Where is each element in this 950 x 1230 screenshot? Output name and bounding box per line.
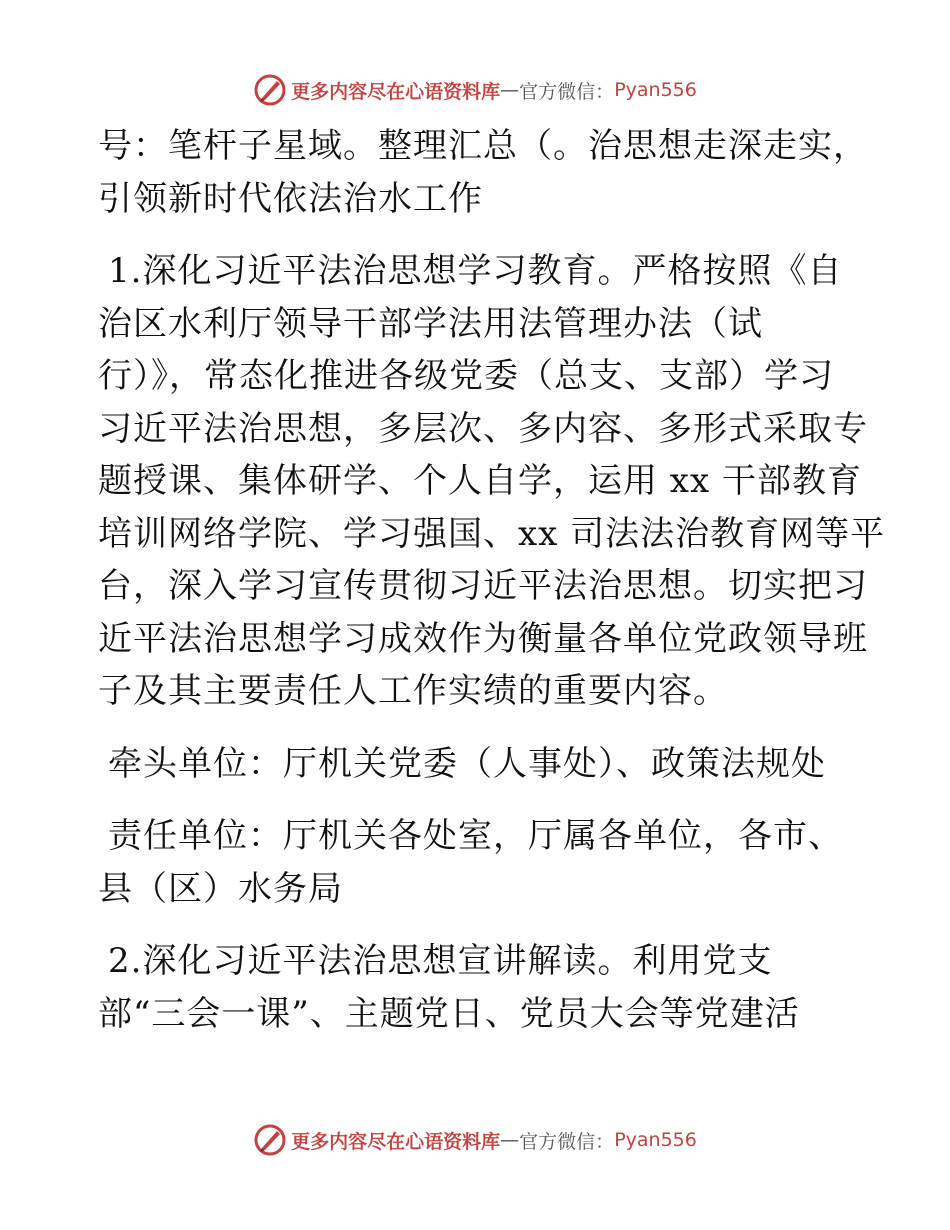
text-line: 部“三会一课”、主题党日、党员大会等党建活 [98,993,800,1034]
seal-pen-icon [253,1123,287,1157]
text-line: 引领新时代依法治水工作 [98,178,483,219]
watermark-site-text: 更多内容尽在心语资料库 [291,80,501,103]
text-line: 子及其主要责任人工作实绩的重要内容。 [98,671,728,711]
text-line: 县（区）水务局 [98,868,343,909]
paragraph-heading-cont [98,120,868,225]
text-line: 近平法治思想学习成效作为衡量各单位党政领导班 [98,618,868,659]
paragraph-responsible-unit [98,810,868,915]
watermark-wechat-id: Pyan556 [614,1129,697,1151]
text-line: 牵头单位：厅机关党委（人事处）、政策法规处 [108,743,826,784]
text-line: 行）》，常态化推进各级党委（总支、支部）学习 [98,356,834,396]
seal-pen-icon [253,73,287,107]
text-line: 号：笔杆子星域。整理汇总（。治思想走深走实， [98,126,868,166]
text-line: 题授课、集体研学、个人自学，运用 xx 干部教育 [98,461,862,501]
text-line: 1.深化习近平法治思想学习教育。严格按照《自 [108,251,843,291]
paragraph-item-2 [98,935,868,1040]
text-line: 培训网络学院、学习强国、xx 司法法治教育网等平 [98,513,886,554]
footer-watermark [0,1120,950,1160]
document-body [98,120,886,1060]
paragraph-item-1 [98,245,886,718]
text-line: 2.深化习近平法治思想宣讲解读。利用党支 [108,941,773,981]
paragraph-lead-unit [98,738,868,791]
watermark-official-label: 官方微信： [519,1130,615,1153]
text-line: 治区水利厅领导干部学法用法管理办法（试 [98,303,763,344]
text-line: 台，深入学习宣传贯彻习近平法治思想。切实把习 [98,566,868,606]
watermark-dash: — [500,79,520,101]
text-line: 习近平法治思想，多层次、多内容、多形式采取专 [98,408,868,449]
watermark-wechat-id: Pyan556 [614,79,697,101]
watermark-official-label: 官方微信： [519,80,615,103]
watermark-dash: — [500,1129,520,1151]
text-line: 责任单位：厅机关各处室，厅属各单位，各市、 [108,816,843,856]
header-watermark [0,70,950,110]
watermark-site-text: 更多内容尽在心语资料库 [291,1130,501,1153]
